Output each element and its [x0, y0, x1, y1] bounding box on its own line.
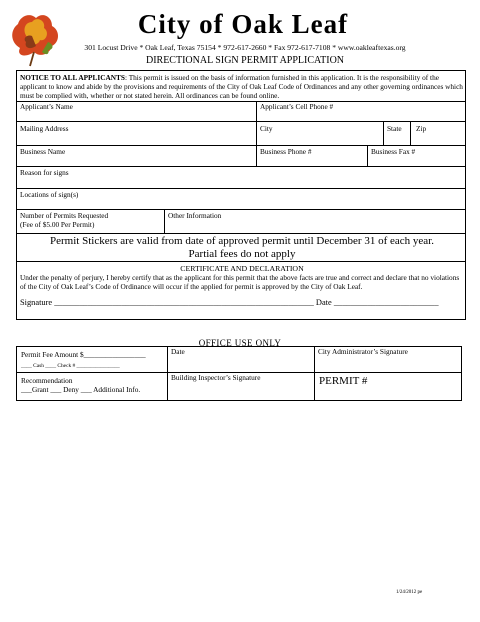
recommendation-label: Recommendation: [21, 376, 73, 385]
state-field[interactable]: State: [387, 124, 402, 133]
certificate-body: Under the penalty of perjury, I hereby certify that as the applicant for this permit that the above facts are true and correct and declare that no violations of the City of Oak Leaf’s Code of Ordinance will occur if the applied for permit is approved by the City of Oak Leaf.: [20, 273, 460, 292]
stickers-line-1: Permit Stickers are valid from date of approved permit until December 31 of each year.: [50, 235, 434, 247]
certificate-title: CERTIFICATE AND DECLARATION: [180, 264, 304, 273]
other-info-field[interactable]: Other Information: [168, 211, 222, 220]
notice-heading: NOTICE TO ALL APPLICANTS: [20, 73, 125, 82]
notice-text: [20, 73, 464, 101]
col-divider: [367, 145, 368, 166]
form-title: DIRECTIONAL SIGN PERMIT APPLICATION: [145, 55, 345, 66]
grant-deny-options[interactable]: ___Grant ___ Deny ___ Additional Info.: [21, 385, 141, 394]
row-divider: [16, 261, 466, 262]
locations-field[interactable]: Locations of sign(s): [20, 190, 79, 199]
permit-fee-note: (Fee of $5.00 Per Permit): [20, 219, 95, 229]
num-permits-label: Number of Permits Requested: [20, 211, 109, 220]
row-divider: [16, 233, 466, 234]
applicant-name-field[interactable]: Applicant’s Name: [20, 102, 73, 111]
permit-fee-amount-field[interactable]: Permit Fee Amount $_________________: [21, 350, 146, 359]
row-divider: [16, 121, 466, 122]
city-admin-signature-field[interactable]: City Administrator’s Signature: [318, 347, 408, 356]
num-permits-field[interactable]: [20, 212, 108, 229]
row-divider: [16, 145, 466, 146]
revision-date: 1/24/2012 pe: [396, 590, 423, 595]
row-divider: [16, 188, 466, 189]
col-divider: [167, 346, 168, 401]
office-use-title: OFFICE USE ONLY: [198, 338, 282, 348]
payment-method-field[interactable]: ____ Cash ____ Check # ________________: [21, 363, 120, 369]
stickers-line-2: Partial fees do not apply: [188, 247, 296, 260]
business-fax-field[interactable]: Business Fax #: [371, 147, 416, 156]
contact-line: 301 Locust Drive * Oak Leaf, Texas 75154 * 972-617-2660 * Fax 972-617-7108 * www.oakleaftexas.org: [84, 43, 406, 52]
row-divider: [16, 209, 466, 210]
city-title: City of Oak Leaf: [137, 9, 349, 39]
city-field[interactable]: City: [260, 124, 273, 133]
signature-date-line[interactable]: Signature ______________________________________________________________ Date _________________________: [20, 298, 439, 307]
col-divider: [256, 101, 257, 166]
row-divider: [16, 101, 466, 102]
col-divider: [410, 121, 411, 145]
mailing-address-field[interactable]: Mailing Address: [20, 124, 69, 133]
inspector-signature-field[interactable]: Building Inspector’s Signature: [171, 373, 261, 382]
zip-field[interactable]: Zip: [416, 124, 427, 133]
col-divider: [314, 346, 315, 401]
col-divider: [383, 121, 384, 145]
date-field[interactable]: Date: [171, 347, 185, 356]
business-name-field[interactable]: Business Name: [20, 147, 66, 156]
reason-field[interactable]: Reason for signs: [20, 168, 69, 177]
row-divider: [16, 166, 466, 167]
col-divider: [164, 209, 165, 233]
applicant-cell-field[interactable]: Applicant’s Cell Phone #: [260, 102, 334, 111]
business-phone-field[interactable]: Business Phone #: [260, 147, 312, 156]
notice-body: : This permit is issued on the basis of information furnished in this application. It is the responsibility of the applicant to know and abide by the provisions and requirements of the City of Oak Leaf Code of Ordinances and any other governing ordinances which must be complied with, whether or not stated herein. All ordinances can be found online.: [20, 73, 463, 101]
stickers-notice: [18, 235, 466, 260]
permit-number-field[interactable]: PERMIT #: [319, 375, 368, 387]
